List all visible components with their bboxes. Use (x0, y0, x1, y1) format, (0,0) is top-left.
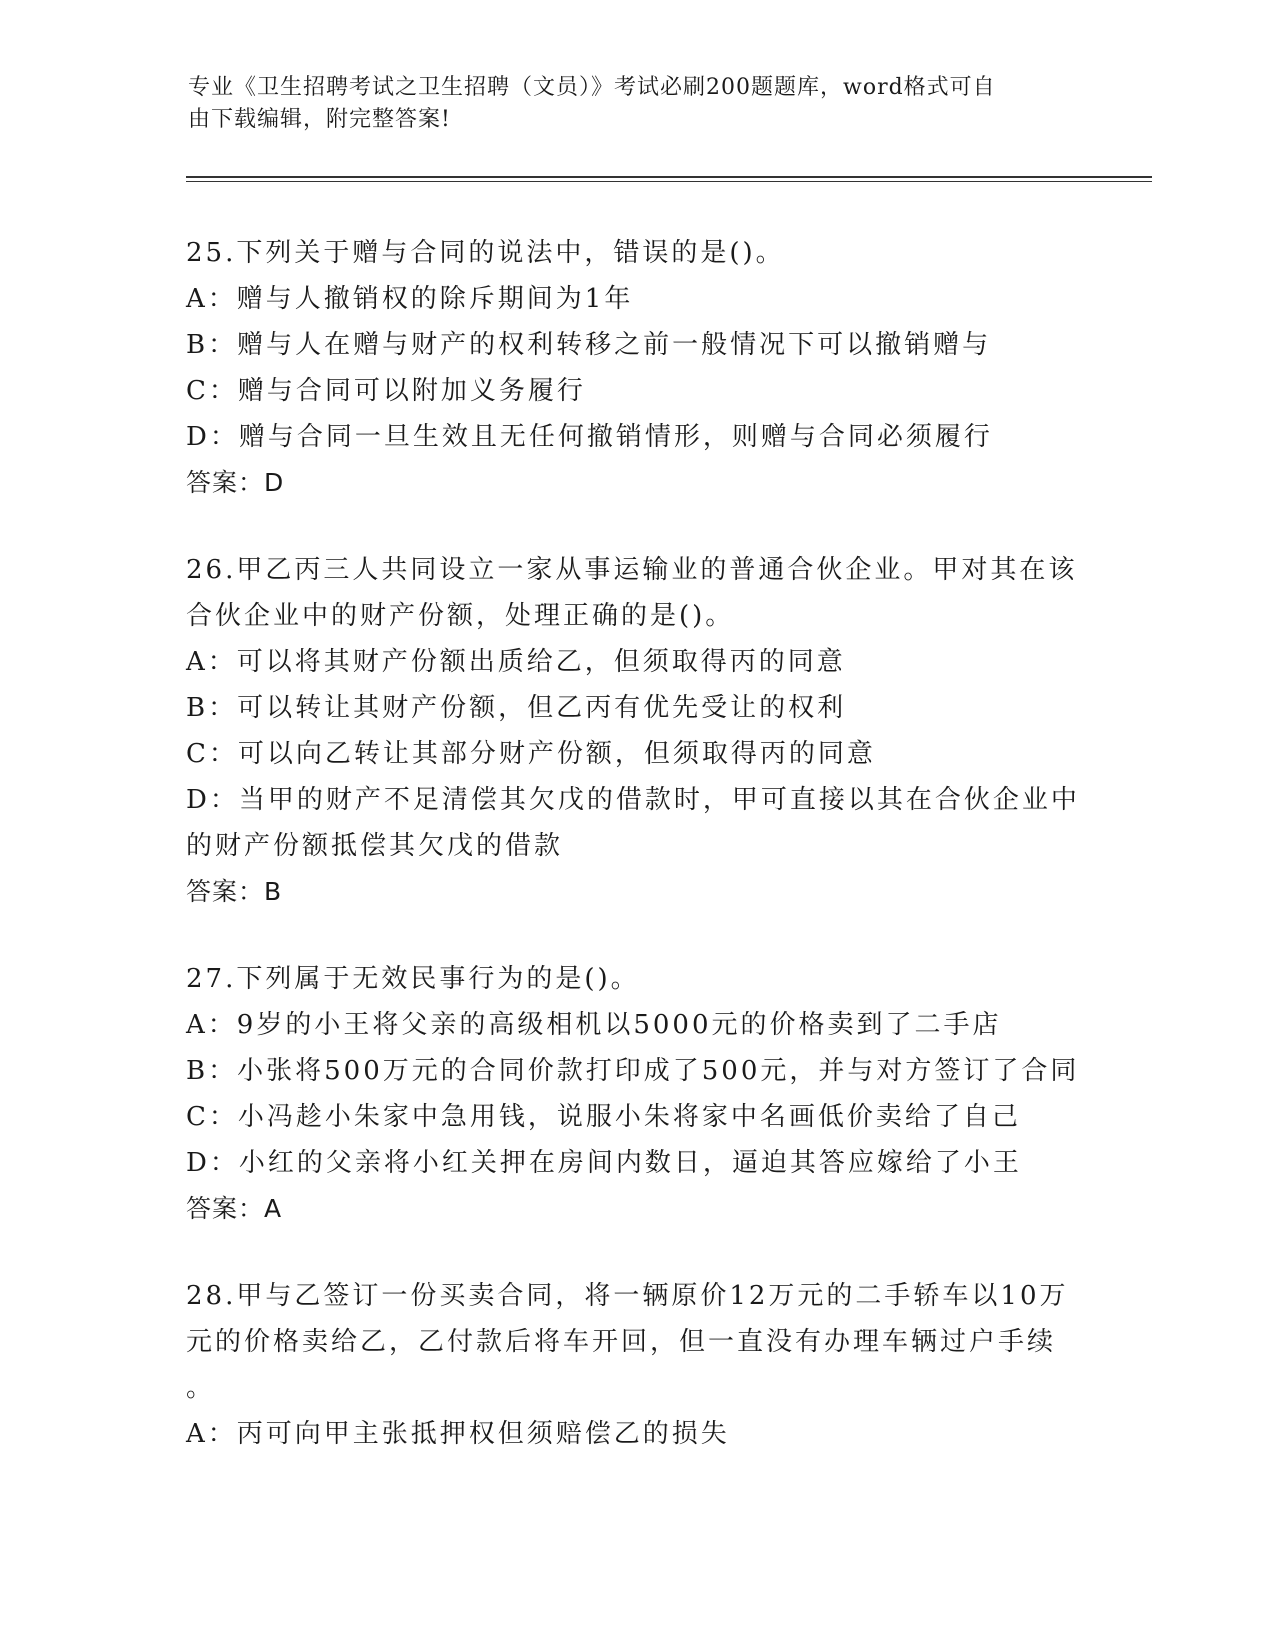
document-header (188, 72, 1088, 136)
answer: 答案：B (186, 877, 283, 906)
option-b: B：可以转让其财产份额，但乙丙有优先受让的权利 (186, 693, 847, 723)
option-d-continued: 的财产份额抵偿其欠戊的借款 (186, 831, 564, 861)
answer: 答案：D (186, 468, 285, 497)
question-stem: 26.甲乙丙三人共同设立一家从事运输业的普通合伙企业。甲对其在该 (186, 555, 1078, 585)
option-c: C：小冯趁小朱家中急用钱，说服小朱将家中名画低价卖给了自己 (186, 1102, 1021, 1132)
option-d: D：赠与合同一旦生效且无任何撤销情形，则赠与合同必须履行 (186, 422, 993, 452)
header-rule-thin (186, 181, 1152, 182)
option-d: D：当甲的财产不足清偿其欠戊的借款时，甲可直接以其在合伙企业中 (186, 785, 1080, 815)
header-line-1: 专业《卫生招聘考试之卫生招聘（文员）》考试必刷200题题库，word格式可自 (188, 75, 996, 100)
option-d: D：小红的父亲将小红关押在房间内数日，逼迫其答应嫁给了小王 (186, 1148, 1022, 1178)
header-rule-thick (186, 176, 1152, 178)
option-c: C：可以向乙转让其部分财产份额，但须取得丙的同意 (186, 739, 876, 769)
question-25 (186, 230, 1086, 506)
question-stem: 27.下列属于无效民事行为的是()。 (186, 964, 640, 994)
option-a: A：丙可向甲主张抵押权但须赔偿乙的损失 (186, 1419, 730, 1449)
question-stem-continued: 合伙企业中的财产份额，处理正确的是()。 (186, 601, 735, 631)
question-26 (186, 547, 1086, 915)
header-line-2: 由下载编辑，附完整答案! (188, 107, 451, 132)
answer: 答案：A (186, 1194, 283, 1223)
option-a: A：赠与人撤销权的除斥期间为1年 (186, 284, 634, 314)
option-b: B：赠与人在赠与财产的权利转移之前一般情况下可以撤销赠与 (186, 330, 992, 360)
option-a: A：9岁的小王将父亲的高级相机以5000元的价格卖到了二手店 (186, 1010, 1002, 1040)
option-a: A：可以将其财产份额出质给乙，但须取得丙的同意 (186, 647, 846, 677)
question-stem: 28.甲与乙签订一份买卖合同，将一辆原价12万元的二手轿车以10万 (186, 1281, 1069, 1311)
question-list (186, 230, 1086, 1498)
question-stem-punctuation: 。 (186, 1373, 216, 1403)
option-c: C：赠与合同可以附加义务履行 (186, 376, 586, 406)
question-27 (186, 956, 1086, 1232)
option-b: B：小张将500万元的合同价款打印成了500元，并与对方签订了合同 (186, 1056, 1080, 1086)
question-stem-continued: 元的价格卖给乙，乙付款后将车开回，但一直没有办理车辆过户手续 (186, 1327, 1057, 1357)
question-stem: 25.下列关于赠与合同的说法中，错误的是()。 (186, 238, 785, 268)
question-28 (186, 1273, 1086, 1457)
